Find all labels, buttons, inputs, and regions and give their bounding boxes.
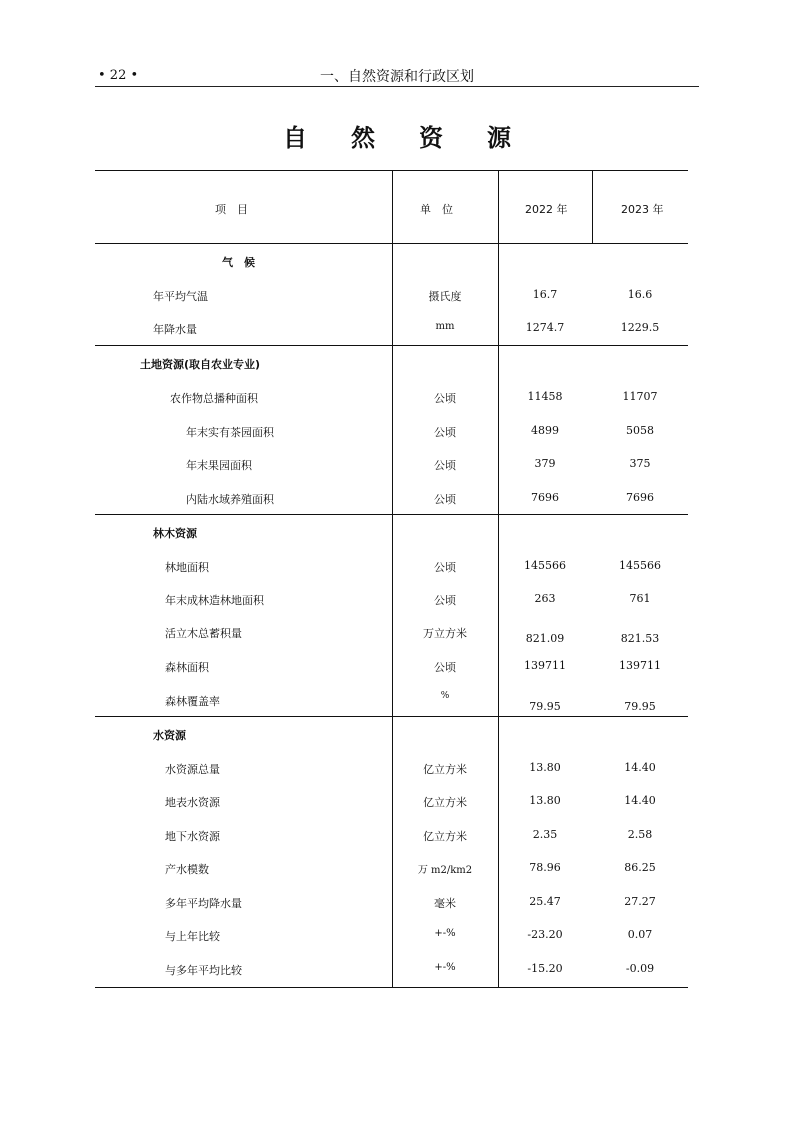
row-value-2022: 2.35 — [532, 828, 558, 841]
row-unit: 公顷 — [434, 426, 456, 439]
row-label: 年平均气温 — [153, 290, 208, 303]
column-header-2023: 2023 年 — [621, 203, 664, 216]
row-label: 与多年平均比较 — [165, 964, 242, 977]
row-label: 产水模数 — [165, 863, 209, 876]
section-title-water: 水资源 — [153, 729, 186, 742]
section-divider — [95, 514, 688, 515]
row-value-2023: 86.25 — [624, 861, 656, 874]
row-unit: 公顷 — [434, 459, 456, 472]
page-header — [95, 66, 699, 87]
row-value-2022: 7696 — [531, 491, 559, 504]
row-value-2023: 1229.5 — [620, 321, 660, 334]
row-value-2023: 14.40 — [624, 761, 656, 774]
section-divider — [95, 716, 688, 717]
row-unit: 公顷 — [434, 661, 456, 674]
row-unit: +-% — [434, 962, 456, 973]
row-value-2022: 25.47 — [529, 895, 561, 908]
row-label: 内陆水域养殖面积 — [186, 493, 274, 506]
row-value-2022: 16.7 — [532, 288, 558, 301]
row-unit: 公顷 — [434, 594, 456, 607]
row-label: 年末果园面积 — [186, 459, 252, 472]
section-divider — [95, 345, 688, 346]
row-label: 森林面积 — [165, 661, 209, 674]
column-divider-item — [392, 171, 393, 987]
row-unit: 亿立方米 — [423, 763, 467, 776]
row-label: 多年平均降水量 — [165, 897, 242, 910]
row-unit: 公顷 — [434, 392, 456, 405]
row-value-2022: 263 — [534, 592, 556, 605]
row-label: 年降水量 — [153, 323, 197, 336]
row-value-2023: -0.09 — [625, 962, 655, 975]
row-value-2023: 5058 — [626, 424, 654, 437]
page-number: • 22 • — [98, 68, 139, 83]
row-unit: +-% — [434, 928, 456, 939]
chapter-title: 一、自然资源和行政区划 — [320, 69, 474, 85]
row-label: 年末成林造林地面积 — [165, 594, 264, 607]
row-value-2023: 7696 — [626, 491, 654, 504]
page-title: 自然资源 — [283, 123, 555, 152]
row-unit: 公顷 — [434, 493, 456, 506]
row-unit: 公顷 — [434, 561, 456, 574]
row-unit: % — [440, 691, 450, 701]
row-value-2022: -15.20 — [527, 962, 563, 975]
row-label: 水资源总量 — [165, 763, 220, 776]
section-title-land: 土地资源(取自农业专业) — [140, 358, 261, 371]
row-value-2023: 2.58 — [627, 828, 653, 841]
row-value-2023: 145566 — [619, 559, 661, 572]
row-label: 森林覆盖率 — [165, 695, 220, 708]
row-value-2022: 139711 — [524, 659, 566, 672]
row-value-2023: 27.27 — [624, 895, 656, 908]
row-label: 活立木总蓄积量 — [165, 627, 242, 640]
row-value-2022: 145566 — [524, 559, 566, 572]
row-value-2022: 79.95 — [529, 700, 561, 713]
row-value-2022: -23.20 — [527, 928, 563, 941]
row-unit: 亿立方米 — [423, 830, 467, 843]
row-value-2022: 13.80 — [529, 761, 561, 774]
row-unit: mm — [435, 321, 455, 332]
row-value-2023: 16.6 — [627, 288, 653, 301]
row-label: 林地面积 — [165, 561, 209, 574]
row-value-2023: 821.53 — [620, 632, 660, 645]
row-value-2022: 4899 — [531, 424, 559, 437]
row-label: 地表水资源 — [165, 796, 220, 809]
row-label: 年末实有茶园面积 — [186, 426, 274, 439]
column-divider-year — [592, 171, 593, 243]
row-label: 与上年比较 — [165, 930, 220, 943]
row-value-2023: 14.40 — [624, 794, 656, 807]
row-value-2023: 0.07 — [627, 928, 653, 941]
row-unit: 毫米 — [434, 897, 456, 910]
row-value-2022: 13.80 — [529, 794, 561, 807]
row-value-2023: 79.95 — [624, 700, 656, 713]
column-header-unit: 单 位 — [420, 203, 453, 216]
row-value-2023: 139711 — [619, 659, 661, 672]
row-value-2023: 375 — [629, 457, 651, 470]
column-header-2022: 2022 年 — [525, 203, 568, 216]
row-value-2023: 11707 — [622, 390, 658, 403]
row-value-2022: 379 — [534, 457, 556, 470]
natural-resources-table — [95, 170, 688, 988]
row-unit: 摄氏度 — [428, 290, 462, 303]
row-value-2022: 78.96 — [529, 861, 561, 874]
row-value-2022: 821.09 — [525, 632, 565, 645]
section-title-forest: 林木资源 — [153, 527, 197, 540]
row-unit: 万 m2/km2 — [417, 865, 473, 876]
row-unit: 万立方米 — [423, 627, 467, 640]
row-unit: 亿立方米 — [423, 796, 467, 809]
row-value-2022: 1274.7 — [525, 321, 565, 334]
row-value-2022: 11458 — [527, 390, 563, 403]
column-header-item: 项 目 — [215, 203, 248, 216]
row-label: 地下水资源 — [165, 830, 220, 843]
row-value-2023: 761 — [629, 592, 651, 605]
header-divider — [95, 243, 688, 244]
row-label: 农作物总播种面积 — [170, 392, 258, 405]
section-title-climate: 气 候 — [222, 256, 255, 269]
